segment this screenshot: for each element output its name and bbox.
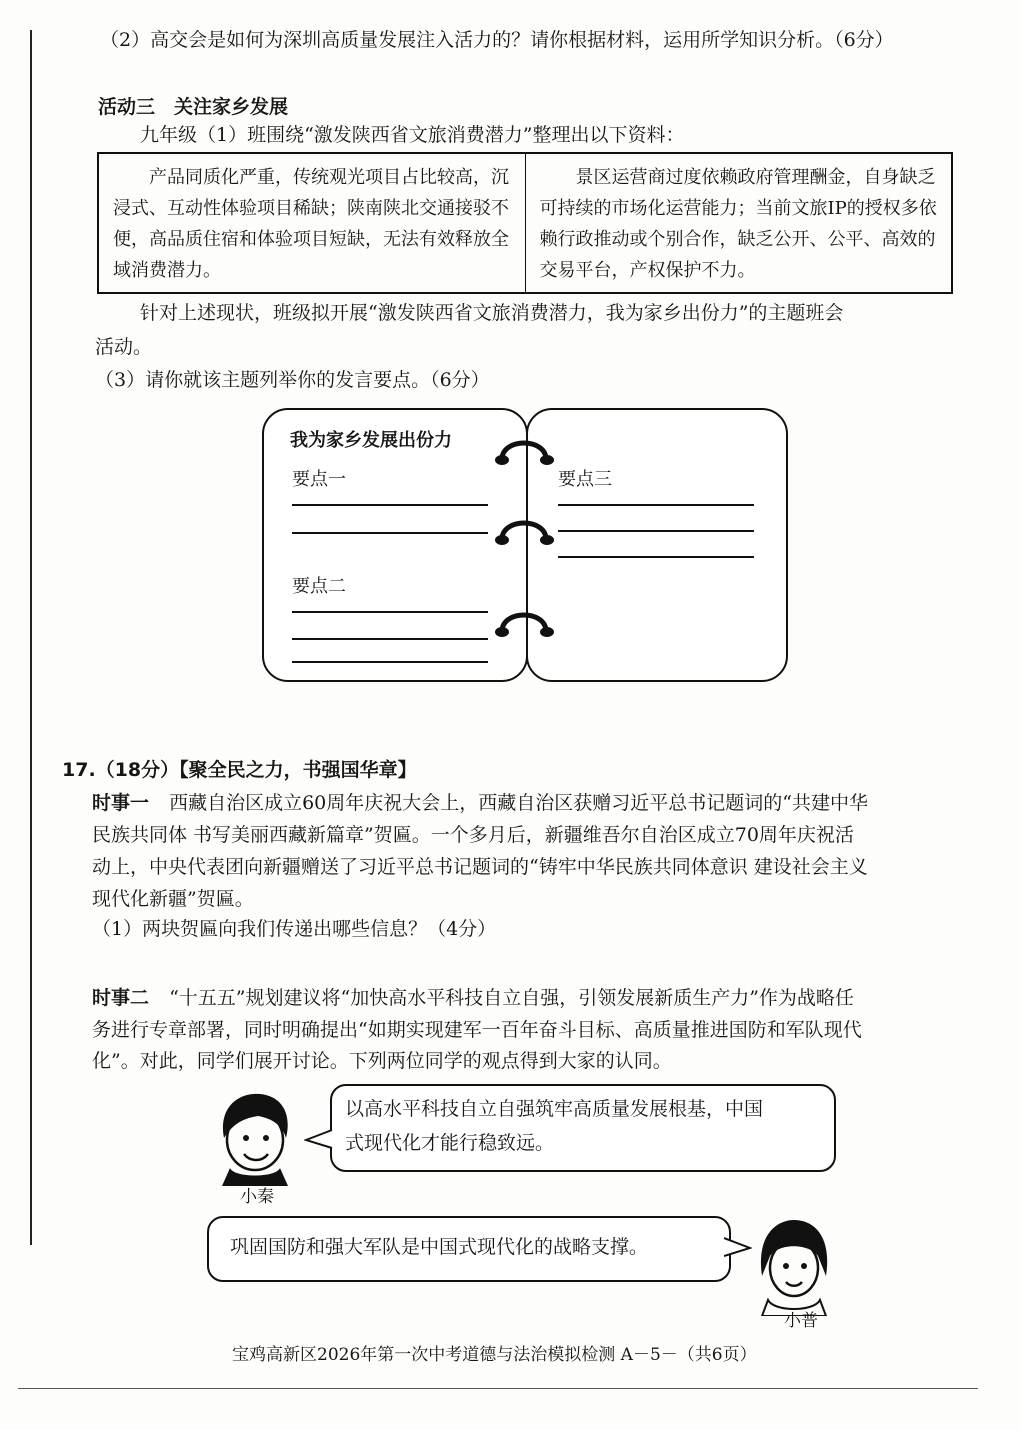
bubble-tail-icon <box>724 1236 752 1260</box>
material-table <box>97 152 953 294</box>
question-3: （3）请你就该主题列举你的发言要点。（6分） <box>95 369 490 391</box>
activity-3-title: 活动三 关注家乡发展 <box>98 96 289 118</box>
event-1-label: 时事一 <box>92 792 150 814</box>
event-2-label: 时事二 <box>92 987 150 1009</box>
ring-icon <box>502 443 546 458</box>
question-2: （2）高交会是如何为深圳高质量发展注入活力的？请你根据材料，运用所学知识分析。（6分） <box>100 29 894 51</box>
event-2-line-3: 化”。对此，同学们展开讨论。下列两位同学的观点得到大家的认同。 <box>92 1050 672 1072</box>
answer-line <box>292 532 488 534</box>
event-2-line-2: 务进行专章部署，同时明确提出“如期实现建军一百年奋斗目标、高质量推进国防和军队现代 <box>92 1019 862 1041</box>
margin-rule <box>30 30 32 1245</box>
page-footer: 宝鸡高新区2026年第一次中考道德与法治模拟检测 A－5－（共6页） <box>232 1345 757 1365</box>
answer-line <box>558 530 754 532</box>
answer-line <box>558 504 754 506</box>
notebook-right-page <box>526 408 788 682</box>
event-1-line-1: 西藏自治区成立60周年庆祝大会上，西藏自治区获赠习近平总书记题词的“共建中华 <box>169 792 868 814</box>
girl-avatar <box>752 1216 836 1316</box>
activity-paragraph-1: 针对上述现状，班级拟开展“激发陕西省文旅消费潜力，我为家乡出份力”的主题班会 <box>140 302 844 324</box>
bottom-rule <box>18 1388 978 1389</box>
bubble-1-line-1: 以高水平科技自立自强筑牢高质量发展根基，中国 <box>345 1098 764 1120</box>
name-xiaopu: 小普 <box>784 1311 818 1331</box>
bubble-1-line-2: 式现代化才能行稳致远。 <box>345 1132 555 1154</box>
boy-avatar <box>210 1088 300 1186</box>
activity-paragraph-2: 活动。 <box>95 336 153 358</box>
bubble-2-text: 巩固国防和强大军队是中国式现代化的战略支撑。 <box>230 1236 649 1258</box>
ring-icon <box>502 615 546 630</box>
material-left-cell: 产品同质化严重，传统观光项目占比较高，沉浸式、互动性体验项目稀缺；陕南陕北交通接驳不便，高品质住宿和体验项目短缺，无法有效释放全域消费潜力。 <box>98 153 525 293</box>
activity-3-intro: 九年级（1）班围绕“激发陕西省文旅消费潜力”整理出以下资料： <box>140 124 685 146</box>
notebook-title: 我为家乡发展出份力 <box>290 430 452 451</box>
event-2-line-1: “十五五”规划建议将“加快高水平科技自立自强，引领发展新质生产力”作为战略任 <box>169 987 854 1009</box>
material-right-cell: 景区运营商过度依赖政府管理酬金，自身缺乏可持续的市场化运营能力；当前文旅IP的授权多依赖行政推动或个别合作，缺乏公开、公平、高效的交易平台，产权保护不力。 <box>525 153 952 293</box>
answer-line <box>292 661 488 663</box>
bubble-tail-icon <box>304 1128 334 1152</box>
question-17-1: （1）两块贺匾向我们传递出哪些信息？（4分） <box>92 918 497 940</box>
notebook-point-3: 要点三 <box>558 469 612 490</box>
question-17-header: 17.（18分）【聚全民之力，书强国华章】 <box>62 759 417 781</box>
spiral-rings <box>490 430 560 670</box>
notebook-point-2: 要点二 <box>292 576 346 597</box>
answer-line <box>292 611 488 613</box>
answer-line <box>558 556 754 558</box>
answer-line <box>292 638 488 640</box>
name-xiaoqin: 小秦 <box>240 1187 274 1207</box>
ring-icon <box>502 523 546 538</box>
event-1-line-4: 现代化新疆”贺匾。 <box>92 888 254 910</box>
answer-line <box>292 504 488 506</box>
event-1-line-2: 民族共同体 书写美丽西藏新篇章”贺匾。一个多月后，新疆维吾尔自治区成立70周年庆祝活 <box>92 824 854 846</box>
notebook-point-1: 要点一 <box>292 469 346 490</box>
event-1-line-3: 动上，中央代表团向新疆赠送了习近平总书记题词的“铸牢中华民族共同体意识 建设社会主义 <box>92 856 868 878</box>
